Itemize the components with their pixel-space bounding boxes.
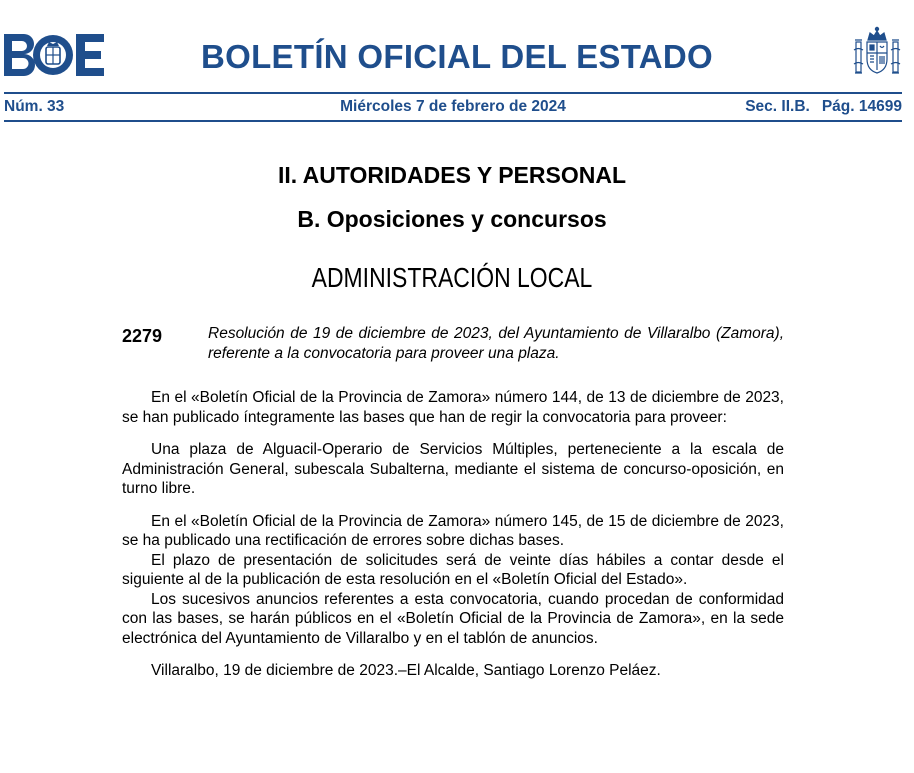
subsection-heading: B. Oposiciones y concursos bbox=[297, 206, 607, 232]
signature-line: Villaralbo, 19 de diciembre de 2023.–El Alcalde, Santiago Lorenzo Peláez. bbox=[151, 662, 661, 679]
header-rule-top bbox=[4, 92, 902, 94]
paragraph: Los sucesivos anuncios referentes a esta convocatoria, cuando procedan de conformidad con las bases, se harán públicos en el «Boletín Oficial de la Provincia de Zamora», en la sede electrónica del Ayuntamiento de Villaralbo y en el tablón de anuncios. bbox=[122, 590, 784, 647]
section-heading: II. AUTORIDADES Y PERSONAL bbox=[277, 162, 627, 188]
gazette-title: BOLETÍN OFICIAL DEL ESTADO bbox=[201, 38, 713, 75]
entry-number: 2279 bbox=[122, 326, 163, 346]
issue-info-bar bbox=[4, 98, 902, 116]
paragraph: En el «Boletín Oficial de la Provincia de Zamora» número 145, de 15 de diciembre de 2023, se ha publicado una rectificación de errores sobre dichas bases. bbox=[122, 512, 784, 549]
paragraph: Una plaza de Alguacil-Operario de Servicios Múltiples, perteneciente a la escala de Administración General, subescala Subalterna, mediante el sistema de concurso-oposición, en turno libre. bbox=[122, 441, 784, 497]
entry-title: Resolución de 19 de diciembre de 2023, del Ayuntamiento de Villaralbo (Zamora), referente a la convocatoria para proveer una plaza. bbox=[208, 325, 784, 362]
issue-date: Miércoles 7 de febrero de 2024 bbox=[340, 98, 566, 115]
coat-of-arms-icon bbox=[850, 26, 904, 80]
section-code: Sec. II.B. bbox=[745, 98, 810, 115]
document-body bbox=[122, 388, 784, 681]
issue-number: Núm. 33 bbox=[4, 98, 65, 115]
paragraph: En el «Boletín Oficial de la Provincia de Zamora» número 144, de 13 de diciembre de 2023, se han publicado íntegramente las bases que han de regir la convocatoria para proveer: bbox=[122, 389, 784, 426]
section-page bbox=[745, 98, 902, 116]
page-number: Pág. 14699 bbox=[821, 98, 902, 115]
header-rule-bottom bbox=[4, 120, 902, 122]
administration-heading: ADMINISTRACIÓN LOCAL bbox=[311, 262, 593, 293]
paragraph: El plazo de presentación de solicitudes será de veinte días hábiles a contar desde el siguiente al de la publicación de esta resolución en el «Boletín Oficial del Estado». bbox=[122, 551, 784, 588]
